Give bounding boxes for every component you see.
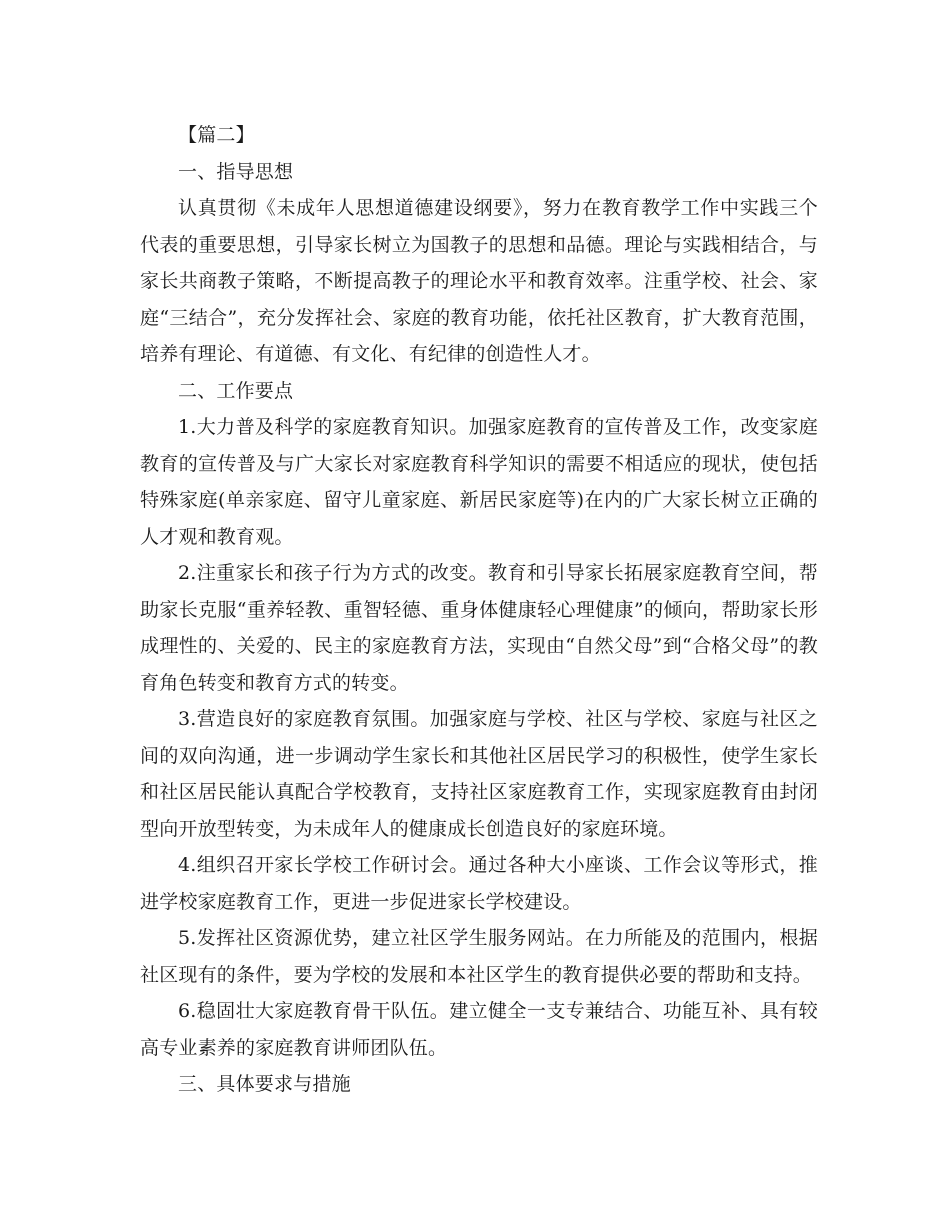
paragraph-guiding-ideology: 认真贯彻《未成年人思想道德建设纲要》，努力在教育教学工作中实践三个代表的重要思想，引导家长树立为国教子的思想和品德。理论与实践相结合，与家长共商教子策略，不断提高教子的理论水平和教育效率。注重学校、社会、家庭“三结合”，充分发挥社会、家庭的教育功能，依托社区教育，扩大教育范围，培养有理论、有道德、有文化、有纪律的创造性人才。	[140, 197, 818, 365]
heading-requirements-measures: 三、具体要求与措施	[178, 1073, 351, 1095]
document-body	[140, 117, 818, 1103]
work-point-6: 6.稳固壮大家庭教育骨干队伍。建立健全一支专兼结合、功能互补、具有较高专业素养的家庭教育讲师团队伍。	[140, 1000, 818, 1059]
work-point-1: 1.大力普及科学的家庭教育知识。加强家庭教育的宣传普及工作，改变家庭教育的宣传普及与广大家长对家庭教育科学知识的需要不相适应的现状，使包括特殊家庭(单亲家庭、留守儿童家庭、新居民家庭等)在内的广大家长树立正确的人才观和教育观。	[140, 416, 818, 548]
work-point-4: 4.组织召开家长学校工作研讨会。通过各种大小座谈、工作会议等形式，推进学校家庭教育工作，更进一步促进家长学校建设。	[140, 854, 818, 913]
heading-guiding-ideology: 一、指导思想	[178, 160, 294, 183]
work-point-5: 5.发挥社区资源优势，建立社区学生服务网站。在力所能及的范围内，根据社区现有的条件，要为学校的发展和本社区学生的教育提供必要的帮助和支持。	[140, 927, 818, 986]
work-point-3: 3.营造良好的家庭教育氛围。加强家庭与学校、社区与学校、家庭与社区之间的双向沟通，进一步调动学生家长和其他社区居民学习的积极性，使学生家长和社区居民能认真配合学校教育，支持社区家庭教育工作，实现家庭教育由封闭型向开放型转变，为未成年人的健康成长创造良好的家庭环境。	[140, 708, 818, 840]
work-point-2: 2.注重家长和孩子行为方式的改变。教育和引导家长拓展家庭教育空间，帮助家长克服“重养轻教、重智轻德、重身体健康轻心理健康”的倾向，帮助家长形成理性的、关爱的、民主的家庭教育方法，实现由“自然父母”到“合格父母”的教育角色转变和教育方式的转变。	[140, 562, 818, 694]
section-marker: 【篇二】	[178, 124, 255, 146]
heading-work-points: 二、工作要点	[178, 379, 294, 402]
